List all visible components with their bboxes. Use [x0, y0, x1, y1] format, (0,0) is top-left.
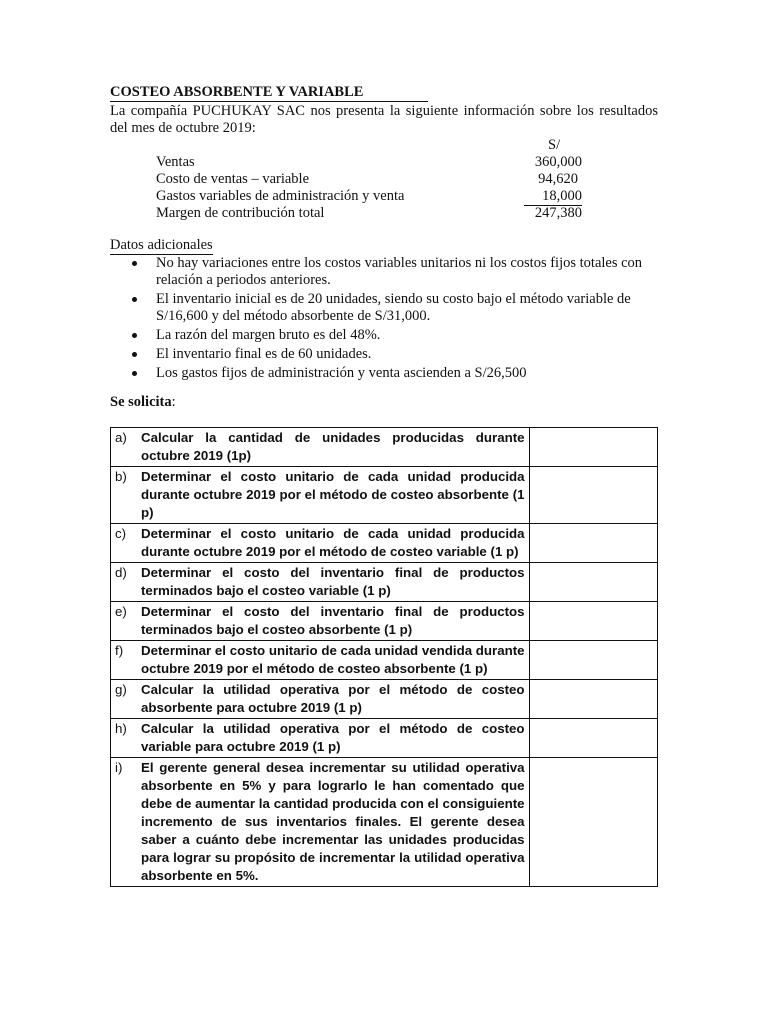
financial-row-gastos-variables	[156, 188, 582, 205]
financial-value: 18,000	[524, 188, 582, 206]
question-text: Determinar el costo unitario de cada unidad producida durante octubre 2019 por el método de costeo variable (1 p)	[141, 526, 525, 559]
question-letter: a)	[115, 430, 127, 445]
list-item-text: Los gastos fijos de administración y venta ascienden a S/26,500	[156, 365, 527, 381]
question-cell	[111, 467, 530, 524]
question-text: Determinar el costo del inventario final de productos terminados bajo el costeo absorbente (1 p)	[141, 604, 525, 637]
financial-row-margen-contribucion	[156, 205, 582, 222]
document-title: COSTEO ABSORBENTE Y VARIABLE	[110, 84, 428, 102]
currency-label: S/	[548, 137, 561, 153]
list-item-text: El inventario final es de 60 unidades.	[156, 346, 372, 362]
datos-adicionales-heading: Datos adicionales	[110, 237, 213, 253]
question-letter: i)	[115, 760, 123, 775]
list-item-text: No hay variaciones entre los costos variables unitarios ni los costos fijos totales con relación a periodos anteriores.	[156, 255, 643, 288]
answer-cell[interactable]	[529, 719, 657, 758]
list-item-text: La razón del margen bruto es del 48%.	[156, 327, 381, 343]
answer-cell[interactable]	[529, 563, 657, 602]
financial-value: 247,380	[534, 205, 582, 221]
se-solicita-colon: :	[171, 394, 176, 410]
question-cell	[111, 524, 530, 563]
intro-paragraph: La compañía PUCHUKAY SAC nos presenta la siguiente información sobre los resultados del mes de octubre 2019:	[110, 103, 658, 136]
table-row	[111, 680, 658, 719]
question-text: Calcular la cantidad de unidades producidas durante octubre 2019 (1p)	[141, 430, 525, 463]
question-cell	[111, 563, 530, 602]
answer-cell[interactable]	[529, 641, 657, 680]
question-text: Determinar el costo unitario de cada unidad producida durante octubre 2019 por el método de costeo absorbente (1 p)	[141, 469, 525, 520]
question-letter: e)	[115, 604, 127, 619]
table-row	[111, 758, 658, 887]
answer-cell[interactable]	[529, 524, 657, 563]
financial-value: 94,620	[538, 171, 578, 187]
question-cell	[111, 719, 530, 758]
financial-row-costo-ventas	[156, 171, 582, 188]
answer-cell[interactable]	[529, 428, 657, 467]
bullet-icon	[132, 371, 137, 376]
question-letter: d)	[115, 565, 127, 580]
question-letter: g)	[115, 682, 127, 697]
answer-cell[interactable]	[529, 758, 657, 887]
table-row	[111, 563, 658, 602]
table-row	[111, 602, 658, 641]
question-cell	[111, 758, 530, 887]
question-text: Determinar el costo del inventario final de productos terminados bajo el costeo variable (1 p)	[141, 565, 525, 598]
questions-table	[110, 427, 658, 887]
table-row	[111, 428, 658, 467]
table-row	[111, 467, 658, 524]
list-item-text: El inventario inicial es de 20 unidades, siendo su costo bajo el método variable de S/16,600 y del método absorbente de S/31,000.	[156, 291, 631, 324]
se-solicita-heading	[110, 394, 176, 411]
financial-label: Gastos variables de administración y venta	[156, 188, 405, 204]
question-text: El gerente general desea incrementar su utilidad operativa absorbente en 5% y para lograrlo le han comentado que debe de aumentar la cantidad producida con el consiguiente incremento de sus inventarios finales. El gerente desea saber a cuánto debe incrementar las unidades producidas para lograr su propósito de incrementar la utilidad operativa absorbente en 5%.	[141, 760, 525, 883]
answer-cell[interactable]	[529, 467, 657, 524]
list-item	[110, 365, 660, 382]
financial-value: 360,000	[534, 154, 582, 170]
question-cell	[111, 428, 530, 467]
list-item	[110, 327, 660, 344]
list-item	[110, 291, 660, 325]
datos-adicionales-list	[110, 255, 660, 384]
question-cell	[111, 602, 530, 641]
question-text: Calcular la utilidad operativa por el método de costeo absorbente para octubre 2019 (1 p)	[141, 682, 525, 715]
bullet-icon	[132, 352, 137, 357]
bullet-icon	[132, 297, 137, 302]
table-row	[111, 719, 658, 758]
financial-label: Margen de contribución total	[156, 205, 325, 221]
question-letter: c)	[115, 526, 127, 541]
bullet-icon	[132, 261, 137, 266]
question-letter: f)	[115, 643, 124, 658]
question-letter: h)	[115, 721, 127, 736]
table-row	[111, 641, 658, 680]
list-item	[110, 346, 660, 363]
question-text: Calcular la utilidad operativa por el método de costeo variable para octubre 2019 (1 p)	[141, 721, 525, 754]
list-item	[110, 255, 660, 289]
financial-row-ventas	[156, 154, 582, 171]
question-text: Determinar el costo unitario de cada unidad vendida durante octubre 2019 por el método de costeo absorbente (1 p)	[141, 643, 525, 676]
bullet-icon	[132, 333, 137, 338]
answer-cell[interactable]	[529, 680, 657, 719]
financial-label: Costo de ventas – variable	[156, 171, 310, 187]
question-letter: b)	[115, 469, 127, 484]
financial-label: Ventas	[156, 154, 195, 170]
se-solicita-label: Se solicita	[110, 394, 172, 410]
question-cell	[111, 680, 530, 719]
answer-cell[interactable]	[529, 602, 657, 641]
table-row	[111, 524, 658, 563]
question-cell	[111, 641, 530, 680]
